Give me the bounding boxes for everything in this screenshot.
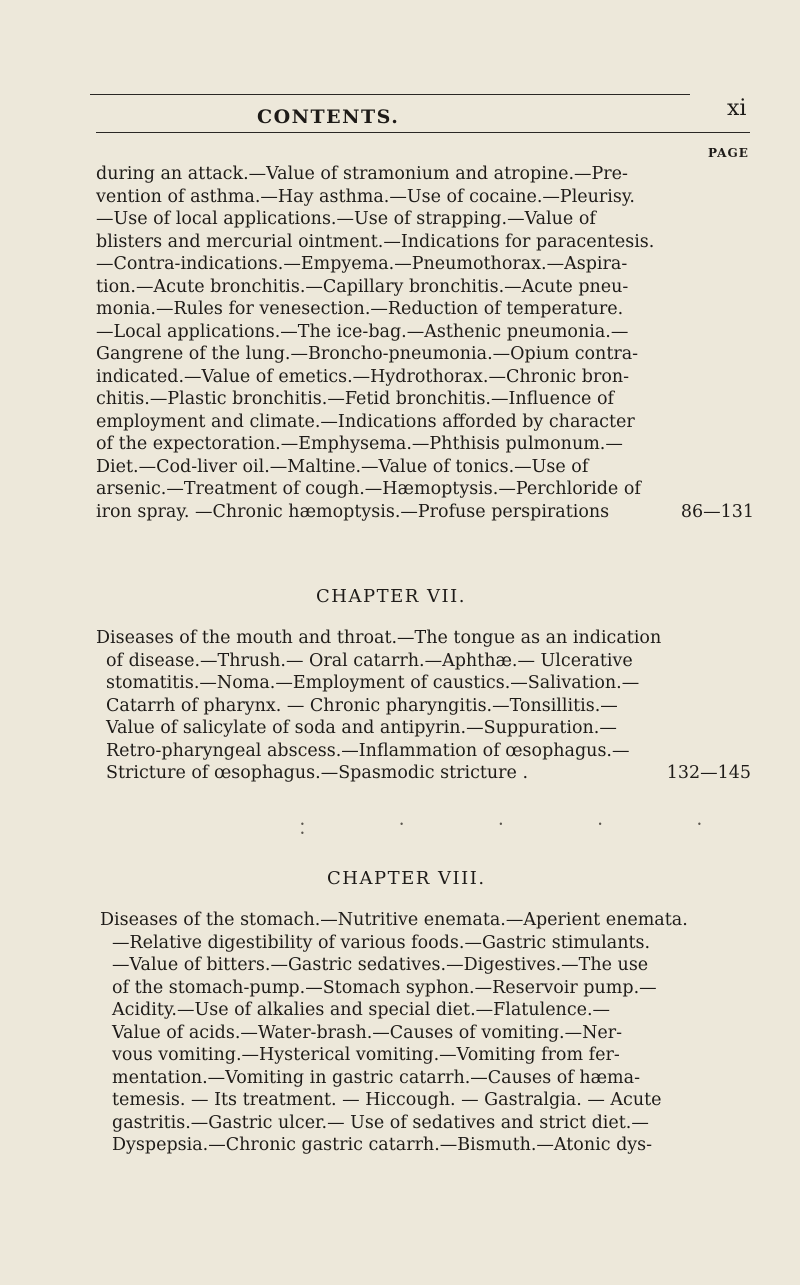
entry-line: during an attack.—Value of stramonium and atropine.—Pre- [96,164,628,184]
chapter-7-entry [96,627,751,785]
entry-line: —Use of local applications.—Use of strapping.—Value of [96,209,596,229]
entry-last-line [106,762,751,785]
entry-line: —Contra-indications.—Empyema.—Pneumothorax.—Aspira- [96,254,628,274]
header-top-rule [90,94,690,95]
entry-line: vous vomiting.—Hysterical vomiting.—Vomiting from fer- [112,1045,620,1065]
entry-line: Acidity.—Use of alkalies and special diet.—Flatulence.— [112,1000,611,1020]
chapter-8-entry [100,909,740,1157]
entry-line: Value of salicylate of soda and antipyrin.—Suppuration.— [106,718,617,738]
running-head-title: CONTENTS. [257,106,400,128]
entry-line: tion.—Acute bronchitis.—Capillary bronchitis.—Acute pneu- [96,276,629,297]
entry-line: Catarrh of pharynx. — Chronic pharyngitis.—Tonsillitis.— [106,695,618,716]
entry-line: chitis.—Plastic bronchitis.—Fetid bronchitis.—Influence of [96,389,614,409]
separator-dots: • • • • • • [300,820,748,838]
page-column-label: PAGE [708,146,749,160]
page-range: 132—145 [666,763,751,783]
entry-line: Diet.—Cod-liver oil.—Maltine.—Value of tonics.—Use of [96,456,589,477]
entry-line: Stricture of œsophagus.—Spasmodic stricture . [106,763,529,783]
entry-line: of disease.—Thrush.— Oral catarrh.—Aphthæ.— Ulcerative [106,650,633,671]
chapter-6-entry [96,163,754,523]
page-range: 86—131 [680,501,754,522]
entry-line: Retro-pharyngeal abscess.—Inflammation of œsophagus.— [106,740,630,761]
entry-line: employment and climate.—Indications afforded by character [96,411,635,432]
entry-line: temesis. — Its treatment. — Hiccough. — Gastralgia. — Acute [112,1090,662,1110]
entry-line: of the expectoration.—Emphysema.—Phthisis pulmonum.— [96,434,623,454]
entry-line: vention of asthma.—Hay asthma.—Use of cocaine.—Pleurisy. [96,186,635,207]
entry-line: iron spray. —Chronic hæmoptysis.—Profuse perspirations [96,501,610,522]
entry-line: Diseases of the mouth and throat.—The tongue as an indication [96,628,662,648]
chapter-7-heading: CHAPTER VII. [316,586,466,607]
entry-line: of the stomach-pump.—Stomach syphon.—Reservoir pump.— [112,977,657,998]
entry-line: Diseases of the stomach.—Nutritive enemata.—Aperient enemata. [100,910,688,930]
entry-line: monia.—Rules for venesection.—Reduction of temperature. [96,299,624,319]
header-bottom-rule [96,132,750,133]
entry-line: —Relative digestibility of various foods.—Gastric stimulants. [112,932,651,953]
entry-line: Value of acids.—Water-brash.—Causes of vomiting.—Ner- [112,1022,623,1043]
entry-line: —Value of bitters.—Gastric sedatives.—Digestives.—The use [112,955,649,975]
entry-line: arsenic.—Treatment of cough.—Hæmoptysis.—Perchloride of [96,479,641,499]
entry-line: gastritis.—Gastric ulcer.— Use of sedatives and strict diet.— [112,1112,649,1133]
entry-line: Gangrene of the lung.—Broncho-pneumonia.—Opium contra- [96,344,639,364]
entry-line: —Local applications.—The ice-bag.—Asthenic pneumonia.— [96,321,629,342]
entry-line: blisters and mercurial ointment.—Indications for paracentesis. [96,231,655,252]
page-folio: xi [727,96,747,121]
entry-last-line [96,501,754,524]
entry-line: mentation.—Vomiting in gastric catarrh.—Causes of hæma- [112,1067,640,1088]
entry-line: Dyspepsia.—Chronic gastric catarrh.—Bismuth.—Atonic dys- [112,1135,653,1155]
entry-line: stomatitis.—Noma.—Employment of caustics.—Salivation.— [106,673,640,693]
entry-line: indicated.—Value of emetics.—Hydrothorax.—Chronic bron- [96,366,630,387]
chapter-8-heading: CHAPTER VIII. [327,868,486,889]
